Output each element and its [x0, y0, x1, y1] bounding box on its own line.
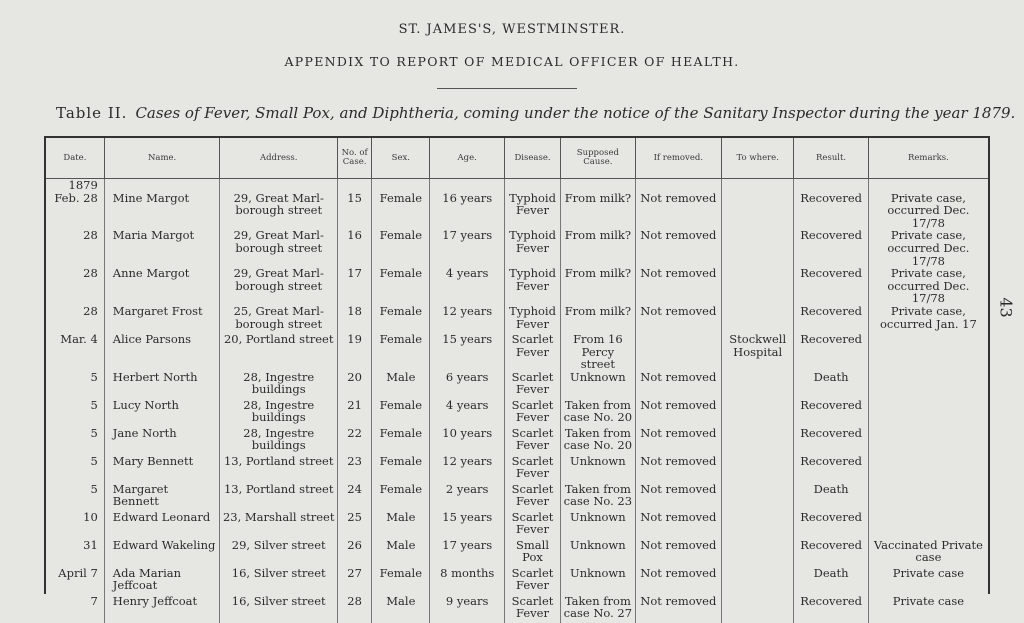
cell-result: Death: [794, 567, 868, 595]
table-caption: [56, 104, 1016, 122]
cell-date: April 7: [46, 567, 104, 595]
table-row: [46, 455, 988, 483]
column-header: Date.: [46, 138, 104, 179]
cell-disease: Typhoid Fever: [504, 305, 560, 333]
table-row: [46, 333, 988, 371]
cell-date: 5: [46, 371, 104, 399]
column-header: Name.: [104, 138, 220, 179]
cell-date: Feb. 28: [46, 192, 104, 230]
cell-where: Stockwell Hospital: [722, 333, 794, 371]
cell-cause: Unknown: [561, 539, 635, 567]
cell-remarks: Private case: [892, 566, 965, 580]
cell-name: Lucy North: [104, 399, 220, 427]
cell-cause: Unknown: [561, 511, 635, 539]
cell-where: [722, 192, 794, 230]
year-row: [46, 179, 988, 192]
cell-removed: Not removed: [635, 305, 721, 333]
cell-address: 20, Portland street: [220, 333, 338, 371]
divider: [437, 88, 577, 89]
cell-result: Recovered: [794, 229, 868, 267]
cell-age: 8 months: [430, 567, 504, 595]
cell-removed: Not removed: [635, 371, 721, 399]
cell-sex: Female: [372, 229, 430, 267]
cell-cause: Taken from case No. 20: [561, 427, 635, 455]
cell-disease: Scarlet Fever: [504, 399, 560, 427]
cell-age: 6 years: [430, 371, 504, 399]
cell-age: 9 years: [430, 595, 504, 623]
cell-removed: Not removed: [635, 567, 721, 595]
cell-remarks: Private case, occurred Dec. 17/78: [887, 267, 970, 305]
cell-age: 4 years: [430, 399, 504, 427]
table-row: [46, 399, 988, 427]
cell-address: 23, Marshall street: [220, 511, 338, 539]
cell-disease: Typhoid Fever: [504, 267, 560, 305]
page-number: 43: [996, 297, 1016, 318]
cell-cause: From 16 Percy street: [561, 333, 635, 371]
cell-remarks: Private case, occurred Jan. 17: [879, 304, 977, 331]
cell-where: [722, 539, 794, 567]
cell-removed: Not removed: [635, 511, 721, 539]
cell-disease: Scarlet Fever: [504, 455, 560, 483]
cell-removed: Not removed: [635, 399, 721, 427]
cell-sex: Female: [372, 427, 430, 455]
cell-result: Recovered: [794, 595, 868, 623]
cell-cause: Taken from case No. 20: [561, 399, 635, 427]
year-label: 1879: [46, 179, 104, 192]
cell-where: [722, 305, 794, 333]
cell-cause: Unknown: [561, 455, 635, 483]
cell-where: [722, 567, 794, 595]
cell-disease: Scarlet Fever: [504, 371, 560, 399]
cell-name: Margaret Frost: [104, 305, 220, 333]
cell-disease: Typhoid Fever: [504, 229, 560, 267]
cell-address: 28, Ingestre buildings: [220, 399, 338, 427]
cell-age: 4 years: [430, 267, 504, 305]
cell-address: 29, Silver street: [220, 539, 338, 567]
cell-remarks: [868, 511, 988, 539]
cell-sex: Male: [372, 539, 430, 567]
cell-result: Recovered: [794, 267, 868, 305]
table-row: [46, 567, 988, 595]
column-header: Supposed Cause.: [561, 138, 635, 179]
cell-address: 28, Ingestre buildings: [220, 371, 338, 399]
table-caption-text: Cases of Fever, Small Pox, and Diphtheria, coming under the notice of the Sanitary Inspector during the year 1879.: [135, 104, 1016, 122]
cell-removed: [635, 333, 721, 371]
cell-disease: Scarlet Fever: [504, 595, 560, 623]
cell-disease: Scarlet Fever: [504, 511, 560, 539]
column-header: Disease.: [504, 138, 560, 179]
cell-removed: Not removed: [635, 427, 721, 455]
cell-result: Recovered: [794, 427, 868, 455]
cell-removed: Not removed: [635, 229, 721, 267]
table-header-row: [46, 138, 988, 179]
table-row: [46, 595, 988, 623]
cell-address: 28, Ingestre buildings: [220, 427, 338, 455]
page-title: ST. JAMES'S, WESTMINSTER.: [398, 22, 626, 37]
cell-result: Recovered: [794, 539, 868, 567]
cell-age: 10 years: [430, 427, 504, 455]
cell-date: 28: [46, 305, 104, 333]
cell-address: 29, Great Marl- borough street: [220, 229, 338, 267]
cell-date: 31: [46, 539, 104, 567]
cell-case: 18: [338, 305, 372, 333]
cell-removed: Not removed: [635, 539, 721, 567]
cell-name: Edward Wakeling: [104, 539, 220, 567]
cell-result: Death: [794, 483, 868, 511]
cell-case: 16: [338, 229, 372, 267]
cell-cause: From milk?: [561, 229, 635, 267]
cell-date: 5: [46, 399, 104, 427]
cell-case: 24: [338, 483, 372, 511]
cell-removed: Not removed: [635, 192, 721, 230]
cell-remarks: [868, 399, 988, 427]
cases-table: [44, 136, 990, 621]
cell-date: 5: [46, 455, 104, 483]
cell-where: [722, 455, 794, 483]
cell-sex: Female: [372, 399, 430, 427]
cell-cause: From milk?: [561, 305, 635, 333]
cell-result: Recovered: [794, 305, 868, 333]
cell-cause: Unknown: [561, 371, 635, 399]
cell-sex: Female: [372, 483, 430, 511]
table-row: [46, 511, 988, 539]
cell-sex: Male: [372, 595, 430, 623]
cell-sex: Female: [372, 333, 430, 371]
cell-result: Recovered: [794, 333, 868, 371]
cell-date: 28: [46, 267, 104, 305]
cell-age: 15 years: [430, 333, 504, 371]
cell-result: Death: [794, 371, 868, 399]
cell-removed: Not removed: [635, 595, 721, 623]
column-header: Address.: [220, 138, 338, 179]
cell-age: 15 years: [430, 511, 504, 539]
table-row: [46, 427, 988, 455]
cell-address: 29, Great Marl- borough street: [220, 192, 338, 230]
cell-cause: From milk?: [561, 192, 635, 230]
cell-date: 5: [46, 427, 104, 455]
column-header: Result.: [794, 138, 868, 179]
cell-where: [722, 371, 794, 399]
cell-address: 16, Silver street: [220, 595, 338, 623]
cell-age: 17 years: [430, 539, 504, 567]
cell-case: 28: [338, 595, 372, 623]
cell-name: Mine Margot: [104, 192, 220, 230]
column-header: Remarks.: [868, 138, 988, 179]
cell-age: 12 years: [430, 305, 504, 333]
cell-disease: Scarlet Fever: [504, 567, 560, 595]
table-row: [46, 192, 988, 230]
cell-where: [722, 399, 794, 427]
cell-disease: Scarlet Fever: [504, 483, 560, 511]
cell-date: 5: [46, 483, 104, 511]
column-header: If removed.: [635, 138, 721, 179]
cell-where: [722, 427, 794, 455]
cell-age: 16 years: [430, 192, 504, 230]
cell-remarks: Private case, occurred Dec. 17/78: [887, 229, 970, 268]
cell-removed: Not removed: [635, 455, 721, 483]
cell-result: Recovered: [794, 455, 868, 483]
cell-address: 29, Great Marl- borough street: [220, 267, 338, 305]
cell-date: 7: [46, 595, 104, 623]
cell-age: 12 years: [430, 455, 504, 483]
table-row: [46, 267, 988, 305]
cell-cause: Taken from case No. 27: [561, 595, 635, 623]
cell-name: Anne Margot: [104, 267, 220, 305]
cell-case: 21: [338, 399, 372, 427]
cell-result: Recovered: [794, 511, 868, 539]
table-row: [46, 483, 988, 511]
cell-cause: Taken from case No. 23: [561, 483, 635, 511]
cell-case: 22: [338, 427, 372, 455]
cell-where: [722, 595, 794, 623]
cell-remarks: Private case, occurred Dec. 17/78: [887, 191, 970, 230]
cell-address: 25, Great Marl- borough street: [220, 305, 338, 333]
cell-address: 16, Silver street: [220, 567, 338, 595]
cell-disease: Small Pox: [504, 539, 560, 567]
cell-cause: From milk?: [561, 267, 635, 305]
cell-case: 27: [338, 567, 372, 595]
cell-removed: Not removed: [635, 483, 721, 511]
cell-date: 28: [46, 229, 104, 267]
cell-address: 13, Portland street: [220, 483, 338, 511]
cell-name: Henry Jeffcoat: [104, 595, 220, 623]
page-subtitle: APPENDIX TO REPORT OF MEDICAL OFFICER OF HEALTH.: [284, 54, 740, 69]
cell-result: Recovered: [794, 399, 868, 427]
cell-date: 10: [46, 511, 104, 539]
cell-sex: Female: [372, 305, 430, 333]
cell-address: 13, Portland street: [220, 455, 338, 483]
cell-name: Mary Bennett: [104, 455, 220, 483]
cell-remarks: Vaccinated Private case: [873, 538, 983, 565]
cell-removed: Not removed: [635, 267, 721, 305]
cell-sex: Female: [372, 267, 430, 305]
cell-remarks: Private case: [892, 594, 965, 608]
cell-case: 17: [338, 267, 372, 305]
column-header: Sex.: [372, 138, 430, 179]
cell-name: Herbert North: [104, 371, 220, 399]
cell-disease: Scarlet Fever: [504, 427, 560, 455]
cell-name: Margaret Bennett: [104, 483, 220, 511]
cell-disease: Scarlet Fever: [504, 333, 560, 371]
cell-sex: Female: [372, 567, 430, 595]
cell-case: 19: [338, 333, 372, 371]
cell-sex: Female: [372, 455, 430, 483]
cell-sex: Female: [372, 192, 430, 230]
column-header: To where.: [722, 138, 794, 179]
cell-case: 25: [338, 511, 372, 539]
cell-cause: Unknown: [561, 567, 635, 595]
column-header: No. of Case.: [338, 138, 372, 179]
table-row: [46, 539, 988, 567]
table-row: [46, 229, 988, 267]
cell-date: Mar. 4: [46, 333, 104, 371]
cell-age: 2 years: [430, 483, 504, 511]
cell-name: Edward Leonard: [104, 511, 220, 539]
cell-remarks: [868, 455, 988, 483]
cell-sex: Male: [372, 511, 430, 539]
cell-case: 23: [338, 455, 372, 483]
cell-result: Recovered: [794, 192, 868, 230]
cell-case: 15: [338, 192, 372, 230]
cell-remarks: [868, 333, 988, 371]
cell-name: Ada Marian Jeffcoat: [104, 567, 220, 595]
cell-case: 20: [338, 371, 372, 399]
cell-remarks: [868, 371, 988, 399]
cell-age: 17 years: [430, 229, 504, 267]
cell-name: Jane North: [104, 427, 220, 455]
cell-where: [722, 483, 794, 511]
cell-where: [722, 229, 794, 267]
cell-remarks: [868, 427, 988, 455]
cell-name: Alice Parsons: [104, 333, 220, 371]
table-row: [46, 371, 988, 399]
cell-disease: Typhoid Fever: [504, 192, 560, 230]
cell-where: [722, 511, 794, 539]
cell-name: Maria Margot: [104, 229, 220, 267]
column-header: Age.: [430, 138, 504, 179]
cell-sex: Male: [372, 371, 430, 399]
cell-case: 26: [338, 539, 372, 567]
cell-remarks: [868, 483, 988, 511]
table-caption-label: Table II.: [56, 104, 128, 122]
cell-where: [722, 267, 794, 305]
table-row: [46, 305, 988, 333]
